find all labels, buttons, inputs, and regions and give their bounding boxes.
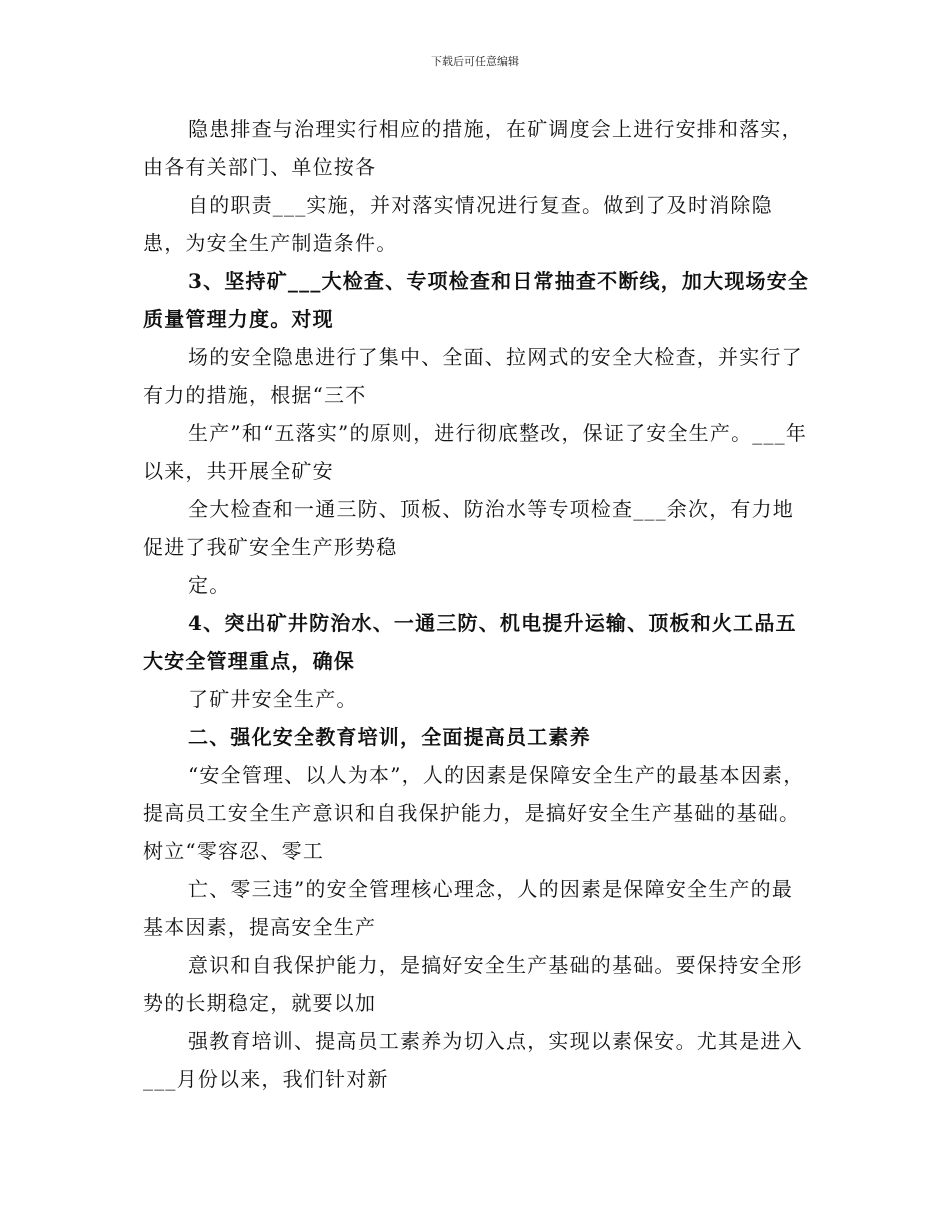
- document-body: [143, 110, 813, 1098]
- section-heading: 4、突出矿井防治水、一通三防、机电提升运输、顶板和火工品五大安全管理重点，确保: [143, 611, 797, 673]
- paragraph: 生产”和“五落实”的原则，进行彻底整改，保证了安全生产。___年以来，共开展全矿安: [143, 421, 808, 483]
- paragraph: 了矿井安全生产。: [188, 687, 358, 711]
- paragraph: 定。: [188, 573, 231, 597]
- page-header: 下载后可任意编辑: [431, 55, 519, 68]
- paragraph: 意识和自我保护能力，是搞好安全生产基础的基础。要保持安全形势的长期稳定，就要以加: [143, 953, 803, 1015]
- paragraph: 亡、零三违”的安全管理核心理念，人的因素是保障安全生产的最基本因素，提高安全生产: [143, 877, 794, 939]
- paragraph: 强教育培训、提高员工素养为切入点，实现以素保安。尤其是进入___月份以来，我们针对新: [143, 1029, 803, 1091]
- paragraph: 自的职责___实施，并对落实情况进行复查。做到了及时消除隐患，为安全生产制造条件。: [143, 193, 773, 255]
- section-heading: 3、坚持矿___大检查、专项检查和日常抽查不断线，加大现场安全质量管理力度。对现: [143, 269, 810, 331]
- paragraph: “安全管理、以人为本”，人的因素是保障安全生产的最基本因素，提高员工安全生产意识和自我保护能力，是搞好安全生产基础的基础。树立“零容忍、零工: [143, 763, 805, 863]
- section-heading: 二、强化安全教育培训，全面提高员工素养: [188, 725, 591, 749]
- paragraph: 隐患排查与治理实行相应的措施，在矿调度会上进行安排和落实，由各有关部门、单位按各: [143, 117, 803, 179]
- paragraph: 场的安全隐患进行了集中、全面、拉网式的安全大检查，并实行了有力的措施，根据“三不: [143, 345, 803, 407]
- paragraph: 全大检查和一通三防、顶板、防治水等专项检查___余次，有力地促进了我矿安全生产形势稳: [143, 497, 794, 559]
